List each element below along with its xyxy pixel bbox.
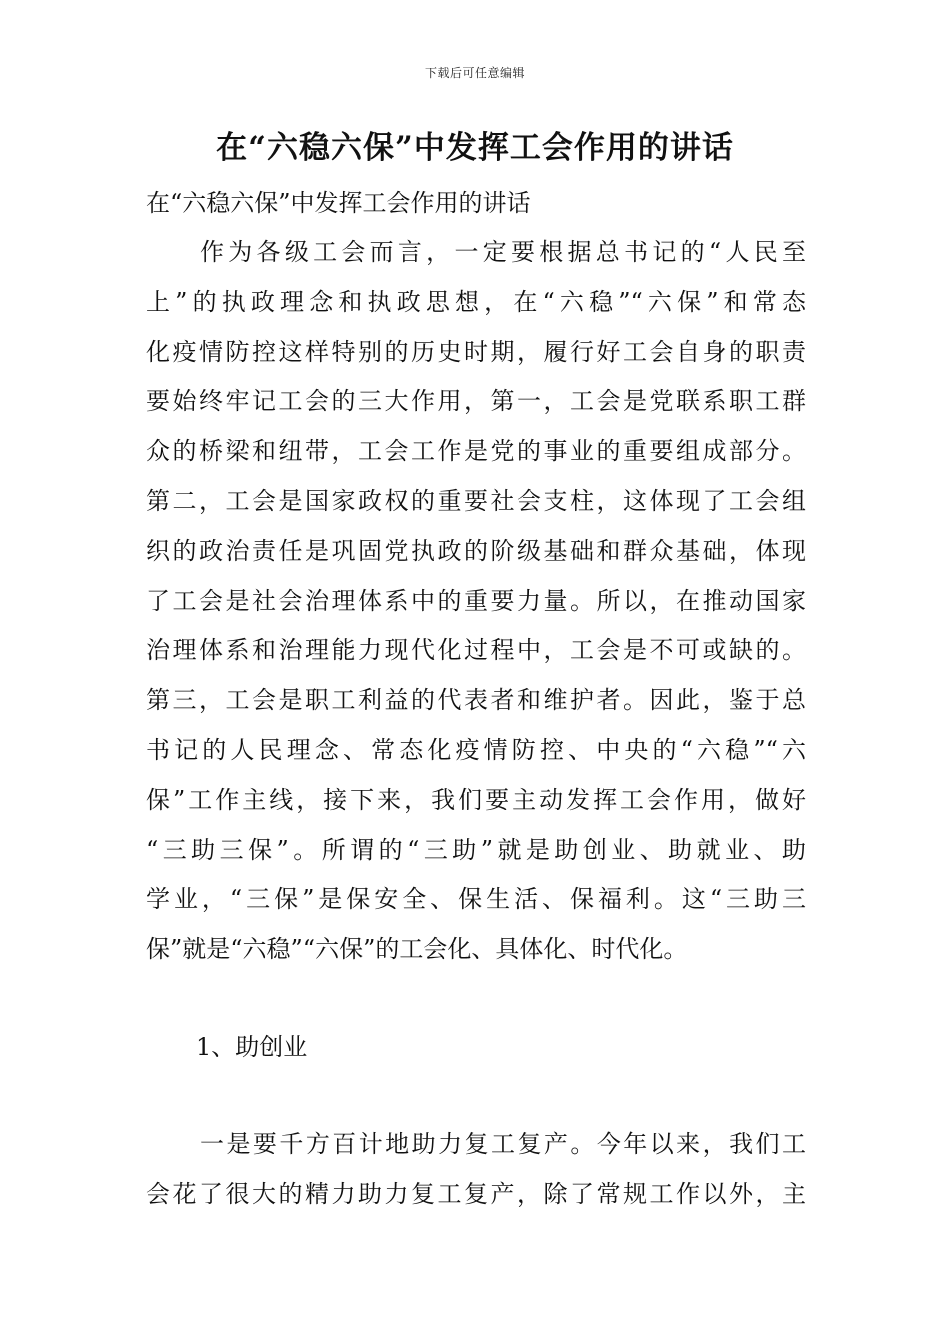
paragraph-line: 化疫情防控这样特别的历史时期，履行好工会自身的职责: [146, 337, 806, 366]
header-note: 下载后可任意编辑: [424, 66, 525, 80]
paragraph-line: 了工会是社会治理体系中的重要力量。所以，在推动国家: [146, 586, 806, 615]
paragraph-line: 学业，“三保”是保安全、保生活、保福利。这“三助三: [146, 885, 806, 914]
paragraph-line: 第二，工会是国家政权的重要社会支柱，这体现了工会组: [146, 486, 806, 515]
paragraph-line: 保”工作主线，接下来，我们要主动发挥工会作用，做好: [146, 785, 806, 814]
paragraph-1: [146, 228, 806, 975]
document-title: 在“六稳六保”中发挥工会作用的讲话: [216, 130, 734, 166]
paragraph-line: 治理体系和治理能力现代化过程中，工会是不可或缺的。: [146, 636, 806, 665]
paragraph-line: 要始终牢记工会的三大作用，第一，工会是党联系职工群: [146, 387, 806, 416]
paragraph-line: “三助三保”。所谓的“三助”就是助创业、助就业、助: [146, 835, 806, 864]
paragraph-line: 一是要千方百计地助力复工复产。今年以来，我们工: [200, 1130, 806, 1158]
paragraph-line: 书记的人民理念、常态化疫情防控、中央的“六稳”“六: [146, 735, 806, 764]
paragraph-line: 会花了很大的精力助力复工复产，除了常规工作以外，主: [146, 1179, 806, 1208]
paragraph-line: 第三，工会是职工利益的代表者和维护者。因此，鉴于总: [146, 686, 806, 715]
section-heading: 1、助创业: [196, 1033, 308, 1061]
paragraph-2: [146, 1120, 806, 1220]
paragraph-line: 织的政治责任是巩固党执政的阶级基础和群众基础，体现: [146, 536, 806, 565]
paragraph-line: 作为各级工会而言，一定要根据总书记的“人民至: [200, 238, 806, 266]
paragraph-line: 众的桥梁和纽带，工会工作是党的事业的重要组成部分。: [146, 437, 806, 466]
paragraph-line: 保”就是“六稳”“六保”的工会化、具体化、时代化。: [146, 935, 688, 964]
paragraph-line: 上”的执政理念和执政思想，在“六稳”“六保”和常态: [146, 287, 806, 316]
document-subtitle: 在“六稳六保”中发挥工会作用的讲话: [146, 189, 531, 217]
